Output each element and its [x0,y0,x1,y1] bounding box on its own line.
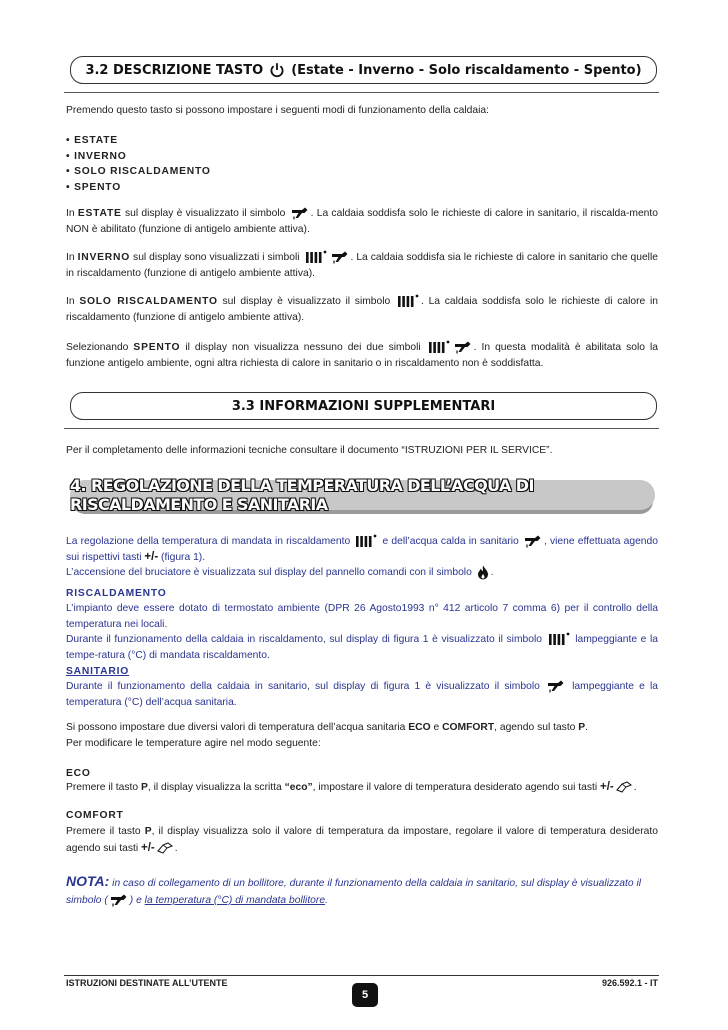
eco-heading: ECO [66,768,91,779]
bold-term: “eco” [284,782,313,793]
bold-term: SPENTO [133,342,181,353]
text-span: . [633,782,637,793]
text-span: . La caldaia soddisfa solo le richieste di calore in riscaldamento (funzione di antigelo ambiente attiva). [66,296,659,323]
radiator-icon [305,250,327,264]
text-span: Durante il funzionamento della caldaia in riscaldamento, sul display di figura 1 è visualizzato il simbolo [66,634,546,645]
text-span: In [66,296,80,307]
text-span: In [66,252,78,263]
text-span: Premere il tasto [66,826,145,837]
text-span: . La caldaia soddisfa sia le richieste di calore in sanitario che quelle in riscaldamento (funzione di antigelo ambiente attiva). [66,252,658,279]
text-span: In [66,208,78,219]
text-span: Selezionando [66,342,134,353]
riscaldamento-text [66,601,658,663]
riscaldamento-heading: RISCALDAMENTO [66,588,167,599]
text-span: , impostare il valore di temperatura desiderato agendo sui tasti [312,782,600,793]
text-span: L’impianto deve essere dotato di termostato ambiente (DPR 26 Agosto1993 n° 412 articolo 7 comma 6) per il controllo della temperatura nei locali. [66,603,658,630]
text-span: sul display è visualizzato il simbolo [121,208,289,219]
text-span: Si possono impostare due diversi valori di temperatura dell’acqua sanitaria [66,722,409,733]
footer-divider [64,975,659,976]
bold-term: P [144,826,152,837]
radiator-icon [428,340,450,354]
text-span: lampeggiante e la temperatura (°C) dell’acqua sanitaria. [66,681,658,708]
paragraph-spento [66,340,658,371]
power-icon [269,62,285,78]
text-span: Durante il funzionamento della caldaia in sanitario, sul display di figura 1 è visualizzato il simbolo [66,681,545,692]
bold-term: ESTATE [77,208,122,219]
bold-term: SOLO RISCALDAMENTO [79,296,218,307]
section-32-title-box [70,56,657,84]
radiator-icon [397,294,419,308]
text-span: Premere il tasto [66,782,141,793]
text-span: e dell’acqua calda in sanitario [379,536,522,547]
text-span: , viene effettuata agendo sui rispettivi tasti [66,536,658,563]
text-span: . [325,895,328,906]
key-button-icon [157,842,173,855]
text-span: sul display è visualizzato il simbolo [217,296,395,307]
section-divider [64,92,659,93]
text-span: , agendo sul tasto [494,722,579,733]
comfort-text [66,823,658,857]
eco-text [66,780,658,796]
hot-water-tap-icon [547,680,565,693]
paragraph-inverno [66,250,658,281]
hot-water-tap-icon [524,535,542,548]
plus-minus-keys: +/- [144,550,159,563]
section-33-text: Per il completamento delle informazioni tecniche consultare il documento “ISTRUZIONI PER IL SERVICE”. [66,445,553,456]
text-span: , il display visualizza la scritta [147,782,285,793]
mode-item-inverno: • INVERNO [66,150,127,162]
text-span: in caso di collegamento di un bollitore, durante il funzionamento della caldaia in sanitario, sul display è visualizzato il simbolo ( [66,878,642,906]
hot-water-tap-icon [110,894,128,907]
section-4-heading-band [70,476,655,514]
hot-water-tap-icon [454,341,472,354]
text-span: sul display sono visualizzati i simboli [130,252,303,263]
footer-document-code: 926.592.1 - IT [601,978,658,988]
sanitario-heading-text: SANITARIO [66,666,130,677]
text-span: . [585,722,589,733]
mode-item-estate: • ESTATE [66,135,118,146]
text-span: Per modificare le temperature agire nel modo seguente: [66,737,321,749]
underlined-text: la temperatura (°C) di mandata bollitore [144,895,326,906]
bold-term: ECO [408,722,431,733]
text-span: L’accensione del bruciatore è visualizzata sul display del pannello comandi con il simbolo [66,567,475,579]
section-33-title: 3.3 INFORMAZIONI SUPPLEMENTARI [231,398,496,414]
section-4-title: 4. REGOLAZIONE DELLA TEMPERATURA DELL’ACQUA DI RISCALDAMENTO E SANITARIA [70,476,534,514]
hot-water-tap-icon [291,207,309,220]
mode-item-spento: • SPENTO [66,181,122,193]
text-span: . [174,843,178,854]
section-33-title-box [70,392,657,420]
section-divider [64,428,659,429]
text-span: lampeggiante e la tempe-ratura (°C) di mandata riscaldamento. [66,634,659,661]
section-32-intro: Premendo questo tasto si possono impostare i seguenti modi di funzionamento della caldaia: [66,105,489,116]
plus-minus-keys: +/- [599,781,614,793]
flame-icon [477,565,489,580]
hot-water-tap-icon [331,251,349,264]
key-button-icon [616,781,632,794]
radiator-icon [355,534,377,548]
text-span: ) e [129,895,145,906]
footer-left-text: ISTRUZIONI DESTINATE ALL’UTENTE [66,978,228,988]
mode-list [66,133,658,195]
section-32-title-prefix: 3.2 DESCRIZIONE TASTO [85,62,264,78]
plus-minus-keys: +/- [141,842,155,854]
text-span: La regolazione della temperatura di mandata in riscaldamento [66,536,354,547]
text-span: il display non visualizza nessuno dei due simboli [180,342,426,353]
sanitario-heading [66,664,658,680]
bold-term: P [140,782,148,793]
two-values-text [66,720,658,751]
page-number: 5 [352,983,378,1007]
bold-term: INVERNO [77,252,131,263]
paragraph-estate [66,206,658,237]
comfort-heading: COMFORT [66,810,124,821]
text-span: . La caldaia soddisfa solo le richieste di calore in sanitario, il riscalda-mento NON è abilitato (funzione di antigelo ambiente attiva). [66,208,658,235]
section-4-intro [66,534,658,581]
text-span: . In questa modalità è abilitata solo la funzione antigelo ambiente, ogni altra richiesta di calore in sanitario o in riscaldamento non è soddisfatta. [66,342,658,369]
text-span: . [490,567,494,579]
text-span: e [430,722,443,733]
nota-paragraph [66,873,658,909]
radiator-icon [548,632,570,646]
bold-term: P [578,722,586,733]
text-span: (figura 1). [158,551,206,563]
mode-item-solo-riscaldamento: • SOLO RISCALDAMENTO [66,166,211,177]
nota-label: NOTA: [66,873,110,889]
sanitario-text [66,679,658,710]
text-span: , il display visualizza solo il valore di temperatura da impostare, regolare il valore di temperatura desiderato agendo sui tasti [66,826,658,854]
section-32-title-suffix: (Estate - Inverno - Solo riscaldamento - Spento) [291,62,642,78]
bold-term: COMFORT [442,722,495,733]
paragraph-solo-riscaldamento [66,294,658,325]
